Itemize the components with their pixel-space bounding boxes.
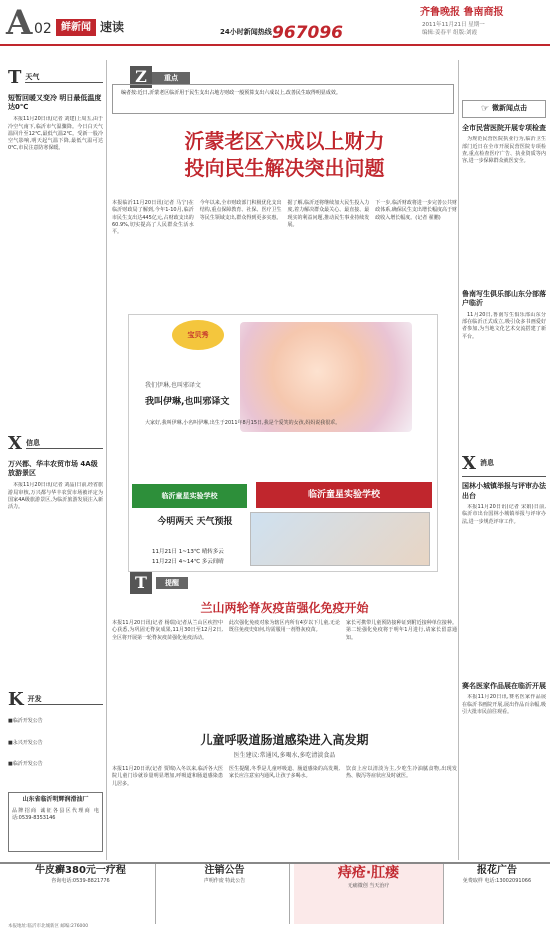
dev-section-title: 开发 xyxy=(28,695,103,705)
right-story xyxy=(462,290,546,432)
hotline-number: 967096 xyxy=(272,23,343,43)
weather-section-title: 天气 xyxy=(25,73,103,83)
weather-letter: T xyxy=(8,67,22,88)
weather-section xyxy=(8,66,103,416)
issue-date: 2011年11月21日 星期一 xyxy=(422,22,485,28)
vaccine-body xyxy=(112,620,457,716)
hemorrhoid-ad-sub: 无痛微创 当天治疗 xyxy=(347,882,390,889)
news-section xyxy=(462,452,546,664)
cancellation-notice xyxy=(160,864,290,924)
school-banner-right: 临沂童星实验学校 xyxy=(256,482,432,508)
lubricant-ad xyxy=(8,792,103,852)
section-name: 速读 xyxy=(100,20,125,34)
right-story-title: 全市民营医院开展专项检查 xyxy=(462,124,546,132)
weather-forecast-title: 今明两天 天气预报 xyxy=(157,517,233,527)
page-number: 02 xyxy=(34,21,52,37)
info-body: 本报11月20日讯(记者 刘晶)日前,经省旅游局审核,万兴都与华丰农贸市场被评定为国家4A级旅游景区,为临沂旅游发展注入新活力。 xyxy=(8,482,103,511)
lead-intro: 编者按:近日,沂蒙老区临沂用于民生支出占地方财政一般预算支出六成以上,改善民生取得明显成效。 xyxy=(112,84,454,114)
right-story-title: 赛名医家作品展在临沂开展 xyxy=(462,682,546,690)
right-story-body: 11月20日,鲁南写生俱乐部山东分部在临沂正式成立,吸引众多书画爱好者参加,为当地文化艺术交流搭建了新平台。 xyxy=(462,311,546,340)
dev-item: ■永兴开发公告 xyxy=(8,739,43,746)
section-label: 鲜新闻 xyxy=(56,19,96,36)
micro-news-header xyxy=(462,100,546,118)
cancellation-title: 注销公告 xyxy=(204,865,245,876)
column-divider xyxy=(458,60,459,860)
psoriasis-ad xyxy=(6,864,156,924)
hotline-label: 24小时新闻热线 xyxy=(220,28,272,36)
info-letter: X xyxy=(8,433,22,454)
classified-ad-sub: 免费取样 电话:13002091066 xyxy=(462,877,532,884)
news-label: 消息 xyxy=(479,459,494,468)
cancellation-sub: 声明作废 特此公告 xyxy=(203,877,246,884)
hemorrhoid-ad-title: 痔疮·肛瘘 xyxy=(337,865,400,881)
vaccine-column: 家长可携带儿童预防接种证到附近接种单位接种。第二轮强化免疫将于明年1月进行,请家长留意通知。 xyxy=(346,620,457,641)
weather-body: 本报11月20日讯(记者 刘建)上周五,由于冷空气南下,临沂市气温骤降。今日白天气温回升至12℃,最低气温2℃。受新一股冷空气影响,明天起气温下降,最低气温可达0℃,市民注意防寒保暖。 xyxy=(8,116,103,152)
baby-ad-headline: 我叫伊琳,也叫邪译文 xyxy=(145,397,230,407)
newspaper-brand: 齐鲁晚报 鲁南商报 xyxy=(420,7,504,18)
infection-headline: 儿童呼吸道肠道感染进入高发期 xyxy=(200,733,369,747)
lead-headline: 沂蒙老区六成以上财力 投向民生解决突出问题 xyxy=(184,129,385,180)
vaccine-column: 此次强化免疫对象为辖区内所有4岁以下儿童,无论既往免疫史如何,均需服用一剂脊灰疫苗。 xyxy=(229,620,340,634)
dev-section xyxy=(8,688,103,768)
footer-note: 本报地址:临沂市北城新区 邮编:276000 xyxy=(8,924,89,929)
infection-column: 本报11月20日讯(记者 贾锦)入冬以来,临沂各大医院儿童门诊就诊量明显增加,呼吸道和肠道感染患儿居多。 xyxy=(112,766,223,787)
info-section-title: 信息 xyxy=(26,439,103,449)
reminder-tag: 提醒 xyxy=(156,577,188,589)
baby-show-logo: 宝贝秀 xyxy=(172,320,224,350)
reminder-letter: T xyxy=(130,572,152,594)
right-story-title: 鲁南写生俱乐部山东分部落户临沂 xyxy=(462,290,546,308)
right-story-body: 为规范民营医院执业行为,临沂卫生部门近日在全市开展民营医院专项检查,重点检查医疗广告、执业资质等内容,进一步保障群众就医安全。 xyxy=(462,136,546,165)
right-story-body: 本报11月20日讯(记者 宋娟)日前,临沂市出台国林小城镇举报与评审办法,进一步规范评审工作。 xyxy=(462,504,546,525)
weather-headline: 短暂回暖又变冷 明日最低温度达0℃ xyxy=(8,94,102,112)
classified-ad-title: 报花广告 xyxy=(477,865,517,876)
micro-news-label: 微新闻点击 xyxy=(492,104,528,113)
forecast-day: 11月22日 4~14℃ 多云间晴 xyxy=(152,559,224,565)
forecast-day: 11月21日 1~13℃ 晴转多云 xyxy=(152,549,224,555)
dev-letter: K xyxy=(8,689,24,710)
right-story xyxy=(462,682,546,844)
dev-item: ■临沂开发公告 xyxy=(8,718,43,725)
info-section xyxy=(8,432,103,652)
column-divider xyxy=(106,60,107,860)
page-letter: A xyxy=(6,3,33,43)
lead-tag: 重点 xyxy=(152,72,190,84)
dev-item: ■临沂开发公告 xyxy=(8,760,43,767)
infection-column: 医生提醒,冬季是儿童呼吸道、肠道感染的高发期,家长应注意室内通风,让孩子多喝水。 xyxy=(229,766,340,780)
psoriasis-ad-sub: 咨询电话:0539-8821776 xyxy=(51,877,110,884)
school-banner-left: 临沂童星实验学校 xyxy=(132,484,247,508)
hemorrhoid-ad xyxy=(294,864,444,924)
lead-column: 今年以来,全市财政部门积极优化支出结构,重点保障教育、社保、医疗卫生等民生领域支出,群众得到更多实惠。 xyxy=(199,200,282,221)
infection-body xyxy=(112,766,457,856)
lead-letter: Z xyxy=(130,66,152,88)
school-photo xyxy=(250,512,430,566)
infection-subheadline: 医生建议:常通风,多喝水,多吃清淡食品 xyxy=(233,752,336,759)
vaccine-headline: 兰山两轮脊灰疫苗强化免疫开始 xyxy=(200,601,369,615)
lubricant-ad-body: 品牌招商 诚征各县区代理商 电话:0539-8353146 xyxy=(12,808,99,822)
lead-column: 下一步,临沂财政将进一步完善公共财政体系,确保民生支出增长幅度高于财政收入增长幅度。(记者 翟鹏) xyxy=(375,200,457,221)
baby-ad-text: 大家好,我叫伊琳,小名叫伊琳,出生于2011年8月15日,我是个爱笑的女孩,妈妈说我很乖。 xyxy=(145,420,341,426)
reminder-header xyxy=(130,572,188,594)
infection-column: 饮食上应以清淡为主,少吃生冷油腻食物,出现发热、腹泻等症状应及时就医。 xyxy=(346,766,457,780)
editor-credit: 编辑:姜春平 组版:刘霞 xyxy=(422,30,477,36)
lead-column: 本报临沂11月20日讯(记者 马宁)在临沂财政局了解到,今年1-10月,临沂市民生支出达445亿元,占财政支出的60.9%,切实提高了人民群众生活水平。 xyxy=(112,200,194,235)
baby-ad-kicker: 我们伊琳,也叫邪译文 xyxy=(145,382,201,389)
baby-photo xyxy=(240,322,412,432)
lead-column: 据了解,临沂还将继续加大民生投入力度,着力解决群众最关心、最直接、最现实的利益问题,推动民生事业持续发展。 xyxy=(287,200,370,228)
right-story-body: 本报11月20日讯,赛名医家作品展在临沂书画院开展,展出作品百余幅,吸引大批市民前往观看。 xyxy=(462,694,546,715)
lubricant-ad-title: 山东省临沂明辉润滑油厂 xyxy=(22,796,89,803)
lead-body xyxy=(112,200,457,300)
right-story xyxy=(462,124,546,286)
info-headline: 万兴都、华丰农贸市场 4A级放游景区 xyxy=(8,460,98,478)
vaccine-column: 本报11月20日讯(记者 杨瑞)记者从兰山区疾控中心获悉,为巩固无脊灰成果,11月30日至12月2日,全区将开展第一轮脊灰疫苗强化免疫活动。 xyxy=(112,620,223,641)
news-letter: X xyxy=(462,453,476,474)
psoriasis-ad-title: 牛皮癣380元一疗程 xyxy=(35,865,126,876)
pointer-icon: ☞ xyxy=(480,103,490,114)
classified-ad xyxy=(448,864,546,924)
right-story-title: 国林小城镇举报与评审办法出台 xyxy=(462,482,546,500)
